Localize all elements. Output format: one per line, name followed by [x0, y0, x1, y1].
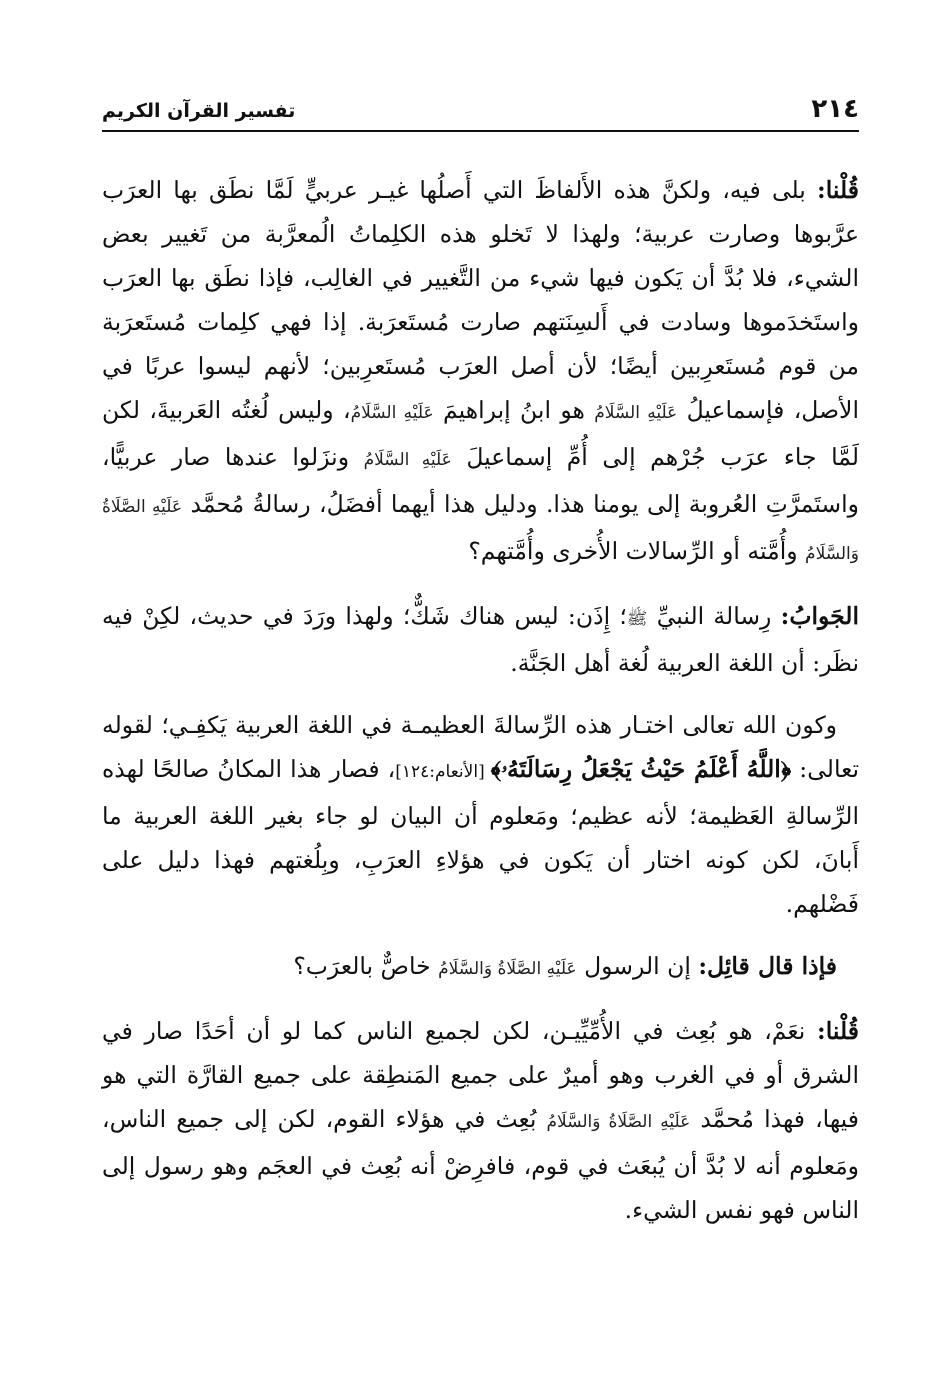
paragraph-text: وكون الله تعالى اختـار هذه الرِّسالةَ العظيمـة في اللغة العربية يَكفِـي؛ لقوله تعالى:	[102, 711, 859, 783]
honorific-phrase: عَلَيْهِ الصَّلَاةُ وَالسَّلَامُ	[546, 1112, 691, 1132]
paragraph-text: نعَمْ، هو بُعِث في الأُمِّيِّيـن، لكن لجميع الناس كما لو أن أحَدًا صار في الشرق أو في الغرب وهو أميرٌ على جميع المَنطِقة على جميع القارَّة التي هو فيها، فهذا مُحمَّد	[102, 1017, 860, 1133]
paragraph-lead: فإذا قال قائِل:	[698, 952, 837, 980]
honorific-phrase: ﷺ	[626, 609, 648, 629]
paragraph-5	[102, 1009, 859, 1232]
paragraph-2	[102, 594, 859, 685]
page-header	[102, 90, 859, 132]
paragraph-text: إن الرسول	[576, 952, 699, 980]
paragraph-text: وأُمَّته أو الرِّسالات الأُخرى وأُمَّتهم؟	[468, 537, 806, 565]
paragraph-1	[102, 168, 859, 576]
page-number: ٢١٤	[811, 94, 859, 124]
paragraph-lead: الجَوابُ:	[780, 602, 859, 630]
paragraph-text: هو ابنُ إبراهيمَ	[433, 396, 595, 424]
paragraph-text: ؛ إِذَن: ليس هناك شَكٌّ؛ ولهذا ورَدَ في حديث، لكِنْ فيه نظَر: أن اللغة العربية لُغة أهل الجَنَّة.	[102, 602, 859, 677]
paragraph-text: ، فصار هذا المكانُ صالحًا لهذه الرِّسالةِ العَظيمة؛ لأنه عظيم؛ ومَعلوم أن البيان لو جاء بغير اللغة العربية ما أَبانَ، لكن كونه اختار أن يَكون في هؤلاءِ العرَبِ، وبِلُغتهم فهذا دليل على فَضْلهم.	[102, 755, 859, 918]
paragraph-text: رِسالة النبيِّ	[647, 602, 781, 630]
paragraph-lead: قُلْنا:	[817, 1017, 859, 1045]
paragraph-text: خاصٌّ بالعرَب؟	[293, 952, 439, 980]
paragraph-text: بلى فيه، ولكنَّ هذه الأَلفاظَ التي أَصلُها غيـر عربيٍّ لَمَّا نطَق بها العرَب عرَّبوها وصارت عربية؛ ولهذا لا تَخلو هذه الكلِماتُ الُمعرَّبة من تَغيير بعض الشيء، فلا بُدَّ أن يَكون فيها شيء من التَّغيير في الغالِب، فإذا نطَق بها العرَب واستَخدَموها وسادت في أَلسِنَتهم صارت مُستَعرَبة. إذا فهي كلِمات مُستَعرَبة من قوم مُستَعرِبين أيضًا؛ لأن أصل العرَب مُستَعرِبين؛ لأنهم ليسوا عربًا في الأصل، فإسماعيلُ	[102, 176, 859, 424]
running-title: تفسير القرآن الكريم	[102, 100, 296, 122]
paragraph-text: ، وليس لُغتُه العَربيةَ، لكن لَمَّا جاء عرَب جُرْهم إلى أُمِّ إسماعيلَ	[102, 396, 859, 471]
body-text	[102, 168, 859, 1232]
quran-verse: ﴿اللَّهُ أَعْلَمُ حَيْثُ يَجْعَلُ رِسَالَتَهُۥ﴾	[490, 755, 792, 783]
paragraph-text: بُعِث في هؤلاء القوم، لكن إلى جميع الناس، ومَعلوم أنه لا بُدَّ أن يُبعَث في قوم، فافرِضْ أنه بُعِث في العجَم وهو رسول إلى الناس فهو نفس الشيء.	[102, 1105, 859, 1224]
paragraph-4	[102, 944, 859, 991]
paragraph-text: ونزَلوا عندها صار عربيًّا، واستَمرَّتِ العُروبة إلى يومنا هذا. ودليل هذا أيهما أفضَلُ، رسالةُ مُحمَّد	[102, 443, 859, 518]
honorific-phrase: عَلَيْهِ السَّلَامُ	[350, 403, 434, 423]
paragraph-3	[102, 703, 859, 926]
honorific-phrase: عَلَيْهِ السَّلَامُ	[363, 450, 452, 470]
paragraph-lead: قُلْنا:	[817, 176, 859, 204]
honorific-phrase: عَلَيْهِ الصَّلَاةُ وَالسَّلَامُ	[438, 959, 577, 979]
honorific-phrase: عَلَيْهِ الصَّلَاةُ وَالسَّلَامُ	[102, 497, 859, 564]
verse-reference: [الأنعام:١٢٤]	[395, 762, 491, 782]
honorific-phrase: عَلَيْهِ السَّلَامُ	[594, 403, 678, 423]
